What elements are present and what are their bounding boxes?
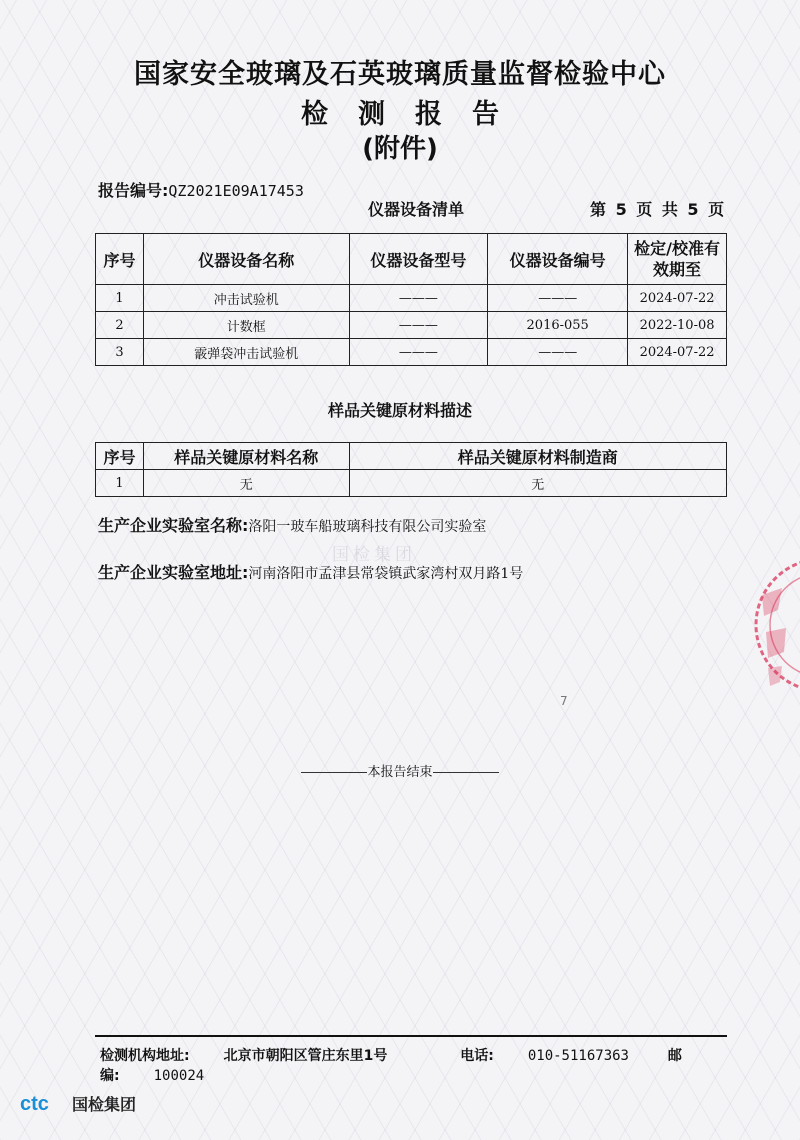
footer-postcode: 邮编: 100024 — [100, 1048, 682, 1084]
equipment-table — [95, 233, 727, 366]
ctc-logo-icon — [20, 1093, 66, 1115]
report-number-value: QZ2021E09A17453 — [168, 182, 304, 200]
table-row — [96, 470, 727, 497]
official-seal-stamp — [742, 540, 800, 710]
cell-number: ——— — [488, 339, 628, 366]
report-number-label: 报告编号: — [98, 181, 169, 200]
cell-name: 计数框 — [143, 312, 349, 339]
page-info: 第 5 页 共 5 页 — [590, 200, 725, 219]
col-header-number: 仪器设备编号 — [488, 234, 628, 285]
cell-model: ——— — [349, 312, 488, 339]
cell-model: ——— — [349, 285, 488, 312]
footer-divider — [95, 1035, 727, 1037]
col-header-index: 序号 — [96, 443, 144, 470]
lab-name-label: 生产企业实验室名称: — [98, 516, 249, 535]
cell-name: 冲击试验机 — [143, 285, 349, 312]
report-number — [98, 178, 304, 201]
cell-valid-until: 2022-10-08 — [628, 312, 727, 339]
cell-index: 1 — [96, 470, 144, 497]
table-row — [96, 285, 727, 312]
materials-table-header — [96, 443, 727, 470]
equipment-table-header — [96, 234, 727, 285]
lab-address-value: 河南洛阳市孟津县常袋镇武家湾村双月路1号 — [248, 566, 524, 582]
equipment-list-title: 仪器设备清单 — [368, 200, 465, 219]
report-end-text: 本报告结束 — [367, 765, 433, 780]
lab-name-value: 洛阳一玻车船玻璃科技有限公司实验室 — [248, 519, 487, 535]
end-line-left — [301, 772, 367, 773]
cell-number: 2016-055 — [488, 312, 628, 339]
lab-name — [98, 513, 486, 536]
cell-manufacturer: 无 — [349, 470, 726, 497]
footer-phone: 电话: 010-51167363 — [460, 1048, 629, 1064]
cell-index: 2 — [96, 312, 144, 339]
watermark-text: 国检集团 — [332, 545, 416, 565]
lab-address-label: 生产企业实验室地址: — [98, 563, 249, 582]
lab-address — [98, 560, 523, 583]
table-row — [96, 339, 727, 366]
cell-material-name: 无 — [143, 470, 349, 497]
col-header-material-name: 样品关键原材料名称 — [143, 443, 349, 470]
cell-valid-until: 2024-07-22 — [628, 285, 727, 312]
end-line-right — [433, 772, 499, 773]
col-header-manufacturer: 样品关键原材料制造商 — [349, 443, 726, 470]
brand-name: 国检集团 — [72, 1095, 137, 1114]
cell-index: 1 — [96, 285, 144, 312]
report-title-attachment: (附件) — [362, 134, 438, 164]
table-row — [96, 312, 727, 339]
cell-name: 霰弹袋冲击试验机 — [143, 339, 349, 366]
col-header-name: 仪器设备名称 — [143, 234, 349, 285]
col-header-valid-until: 检定/校准有效期至 — [628, 234, 727, 285]
cell-valid-until: 2024-07-22 — [628, 339, 727, 366]
report-end-mark — [0, 761, 800, 780]
svg-text:ctc: ctc — [20, 1092, 49, 1115]
materials-section-title: 样品关键原材料描述 — [327, 401, 472, 420]
cell-model: ——— — [349, 339, 488, 366]
footer-contact — [100, 1045, 800, 1085]
col-header-index: 序号 — [96, 234, 144, 285]
stray-mark: 7 — [560, 694, 568, 708]
cell-number: ——— — [488, 285, 628, 312]
col-header-model: 仪器设备型号 — [349, 234, 488, 285]
cell-index: 3 — [96, 339, 144, 366]
report-title-center: 国家安全玻璃及石英玻璃质量监督检验中心 — [134, 59, 666, 90]
report-title-main: 检测报告 — [301, 99, 529, 130]
brand-logo — [20, 1092, 136, 1115]
footer-address: 检测机构地址: 北京市朝阳区管庄东里1号 — [100, 1048, 388, 1064]
materials-table — [95, 442, 727, 497]
